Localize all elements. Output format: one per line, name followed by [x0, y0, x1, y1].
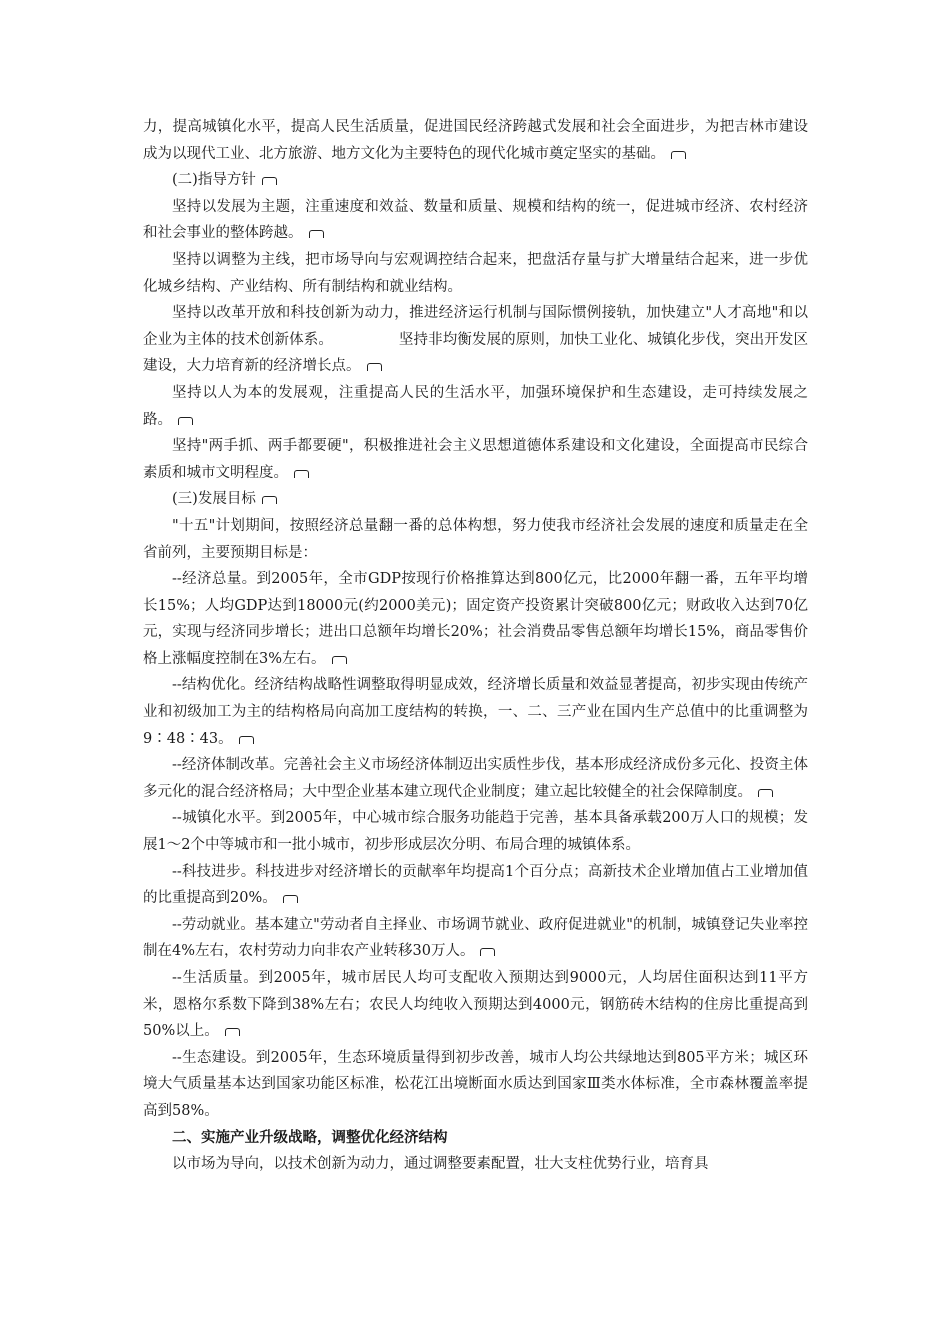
- paragraph-mark-icon: [178, 417, 193, 425]
- paragraph-text: --经济体制改革。完善社会主义市场经济体制迈出实质性步伐，基本形成经济成份多元化、投资主体多元化的混合经济格局；大中型企业基本建立现代企业制度；建立起比较健全的社会保障制度。: [143, 757, 808, 800]
- paragraph: [143, 672, 808, 752]
- section-heading: [143, 1125, 808, 1152]
- paragraph-mark-icon: [262, 496, 277, 504]
- paragraph: [143, 380, 808, 433]
- paragraph: [143, 566, 808, 672]
- paragraph-mark-icon: [283, 895, 298, 903]
- paragraph-mark-icon: [262, 177, 277, 185]
- document-body: [143, 114, 808, 1178]
- paragraph-text: 坚持以发展为主题，注重速度和效益、数量和质量、规模和结构的统一，促进城市经济、农村经济和社会事业的整体跨越。: [143, 198, 808, 242]
- paragraph-text: 坚持"两手抓、两手都要硬"，积极推进社会主义思想道德体系建设和文化建设，全面提高市民综合素质和城市文明程度。: [143, 438, 808, 481]
- paragraph-text: --经济总量。到2005年，全市GDP按现行价格推算达到800亿元，比2000年翻一番，五年平均增长15%；人均GDP达到18000元(约2000美元)；固定资产投资累计突破800亿元；财政收入达到70亿元，实现与经济同步增长；进出口总额年均增长20%；社会消费品零售总额年均增长15%，商品零售价格上涨幅度控制在3%左右。: [143, 571, 808, 667]
- paragraph-text: 坚持以调整为主线，把市场导向与宏观调控结合起来，把盘活存量与扩大增量结合起来，进一步优化城乡结构、产业结构、所有制结构和就业结构。: [143, 251, 808, 295]
- paragraph: [143, 486, 808, 513]
- paragraph: [143, 805, 808, 858]
- paragraph-mark-icon: [671, 151, 686, 159]
- paragraph-mark-icon: [239, 736, 254, 744]
- paragraph-mark-icon: [309, 230, 324, 238]
- paragraph-text: 坚持以人为本的发展观，注重提高人民的生活水平，加强环境保护和生态建设，走可持续发展之路。: [143, 384, 808, 428]
- paragraph-text: 二、实施产业升级战略，调整优化经济结构: [172, 1129, 448, 1146]
- paragraph-text: (二)指导方针: [172, 172, 256, 189]
- paragraph-text: 坚持以改革开放和科技创新为动力，推进经济运行机制与国际惯例接轨，加快建立"人才高地"和以企业为主体的技术创新体系。 坚持非均衡发展的原则，加快工业化、城镇化步伐，突出开发区建设，大力培育新的经济增长点。: [143, 305, 808, 375]
- paragraph: [143, 114, 808, 167]
- paragraph: [143, 513, 808, 566]
- paragraph: [143, 859, 808, 912]
- paragraph-mark-icon: [225, 1028, 240, 1036]
- paragraph: [143, 1045, 808, 1125]
- paragraph-mark-icon: [758, 789, 773, 797]
- paragraph: [143, 247, 808, 300]
- paragraph: [143, 965, 808, 1045]
- paragraph-text: --城镇化水平。到2005年，中心城市综合服务功能趋于完善，基本具备承载200万人口的规模；发展1～2个中等城市和一批小城市，初步形成层次分明、布局合理的城镇体系。: [143, 810, 808, 854]
- paragraph-text: --结构优化。经济结构战略性调整取得明显成效，经济增长质量和效益显著提高，初步实现由传统产业和初级加工为主的结构格局向高加工度结构的转换，一、二、三产业在国内生产总值中的比重调整为9∶48∶43。: [143, 677, 808, 747]
- paragraph-mark-icon: [332, 656, 347, 664]
- paragraph-text: --生态建设。到2005年，生态环境质量得到初步改善，城市人均公共绿地达到805平方米；城区环境大气质量基本达到国家功能区标准，松花江出境断面水质达到国家Ⅲ类水体标准，全市森林覆盖率提高到58%。: [143, 1049, 808, 1119]
- paragraph-mark-icon: [367, 363, 382, 371]
- paragraph: [143, 1151, 808, 1178]
- paragraph: [143, 194, 808, 247]
- paragraph-mark-icon: [294, 470, 309, 478]
- paragraph-text: --劳动就业。基本建立"劳动者自主择业、市场调节就业、政府促进就业"的机制，城镇登记失业率控制在4%左右，农村劳动力向非农产业转移30万人。: [143, 916, 808, 960]
- paragraph-text: "十五"计划期间，按照经济总量翻一番的总体构想，努力使我市经济社会发展的速度和质量走在全省前列，主要预期目标是：: [143, 517, 808, 561]
- paragraph: [143, 433, 808, 486]
- paragraph-text: 力，提高城镇化水平，提高人民生活质量，促进国民经济跨越式发展和社会全面进步，为把吉林市建设成为以现代工业、北方旅游、地方文化为主要特色的现代化城市奠定坚实的基础。: [143, 119, 808, 162]
- paragraph-mark-icon: [480, 948, 495, 956]
- paragraph-text: (三)发展目标: [172, 491, 256, 508]
- paragraph: [143, 300, 808, 380]
- paragraph-text: --科技进步。科技进步对经济增长的贡献率年均提高1个百分点；高新技术企业增加值占工业增加值的比重提高到20%。: [143, 863, 808, 907]
- paragraph-text: --生活质量。到2005年，城市居民人均可支配收入预期达到9000元，人均居住面积达到11平方米，恩格尔系数下降到38%左右；农民人均纯收入预期达到4000元，钢筋砖木结构的住房比重提高到50%以上。: [143, 970, 808, 1040]
- paragraph: [143, 167, 808, 194]
- paragraph-text: 以市场为导向，以技术创新为动力，通过调整要素配置，壮大支柱优势行业，培育具: [172, 1156, 709, 1173]
- paragraph: [143, 752, 808, 805]
- paragraph: [143, 912, 808, 965]
